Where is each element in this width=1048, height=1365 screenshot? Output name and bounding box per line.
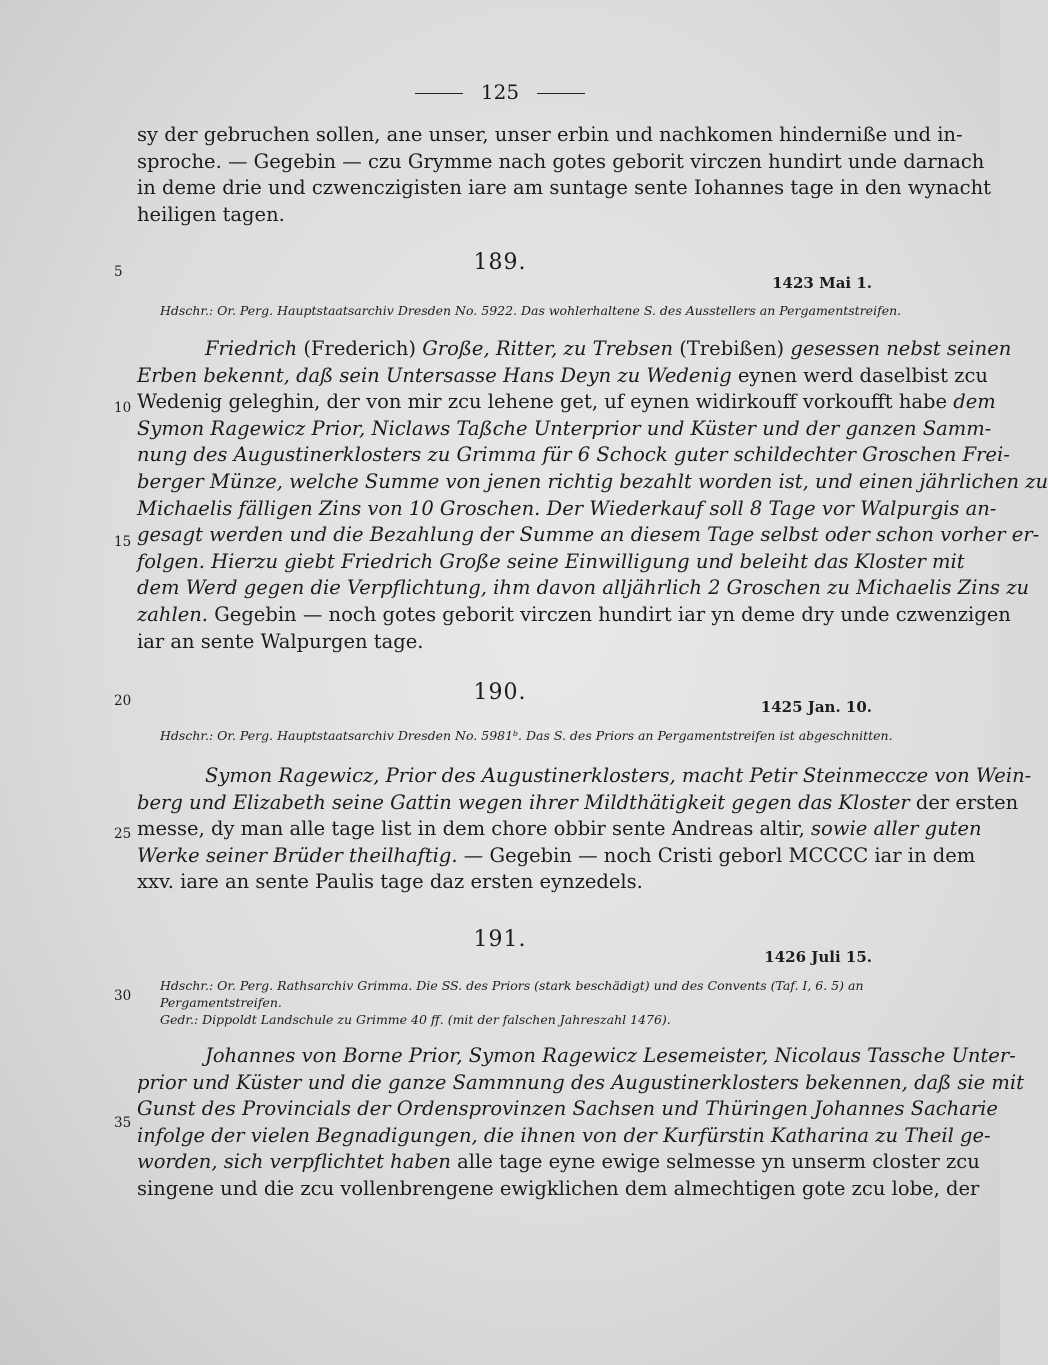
text-line: infolge der vielen Begnadigungen, die ihnen von der Kurfürstin Katharina zu Theil ge- bbox=[137, 1123, 991, 1147]
text-line: folgen. Hierzu giebt Friedrich Große seine Einwilligung und beleiht das Kloster mit bbox=[137, 549, 965, 573]
page-number: 125 bbox=[480, 80, 520, 104]
header-rule-right bbox=[537, 93, 585, 94]
margin-line-number: 25 bbox=[114, 826, 132, 842]
doc-191-date: 1426 Juli 15. bbox=[764, 948, 872, 966]
text-line: dem Werd gegen die Verpflichtung, ihm davon alljährlich 2 Groschen zu Michaelis Zins zu bbox=[137, 576, 1030, 600]
doc-191-regest bbox=[137, 1043, 1024, 1203]
margin-line-number: 5 bbox=[114, 264, 123, 280]
source-line: Pergamentstreifen. bbox=[160, 995, 282, 1010]
text-line: Johannes von Borne Prior, Symon Ragewicz Lesemeister, Nicolaus Tassche Unter- bbox=[205, 1044, 1016, 1067]
text-line: messe, dy man alle tage list in dem chore obbir sente Andreas altir, sowie aller guten bbox=[137, 817, 982, 841]
text-line: iar an sente Walpurgen tage. bbox=[137, 629, 424, 653]
text-line: heiligen tagen. bbox=[137, 202, 285, 226]
text-line: zahlen. Gegebin — noch gotes geborit virczen hundirt iar yn deme dry unde czwenzigen bbox=[137, 602, 1011, 626]
margin-line-number: 30 bbox=[114, 988, 132, 1004]
text-line: Symon Ragewicz Prior, Niclaws Taßche Unterprior und Küster und der ganzen Samm- bbox=[137, 416, 992, 440]
text-line: gesagt werden und die Bezahlung der Summe an diesem Tage selbst oder schon vorher er- bbox=[137, 523, 1040, 547]
text-line: Werke seiner Brüder theilhaftig. — Gegebin — noch Cristi geborl MCCCC iar in dem bbox=[137, 843, 976, 867]
doc-189-regest bbox=[137, 336, 1048, 655]
text-line: nung des Augustinerklosters zu Grimma für 6 Schock guter schildechter Groschen Frei- bbox=[137, 443, 1010, 467]
doc-189-source: Hdschr.: Or. Perg. Hauptstaatsarchiv Dresden No. 5922. Das wohlerhaltene S. des Ausstellers an Pergamentstreifen. bbox=[160, 303, 902, 318]
doc-190-date: 1425 Jan. 10. bbox=[760, 698, 872, 716]
text-line: singene und die zcu vollenbrengene ewigklichen dem almechtigen gote zcu lobe, der bbox=[137, 1176, 980, 1200]
doc-189-number: 189. bbox=[473, 250, 527, 275]
text-line: berger Münze, welche Summe von jenen richtig bezahlt worden ist, und einen jährlichen zu bbox=[137, 469, 1048, 493]
doc-191-source bbox=[160, 977, 878, 1028]
text-line: Gunst des Provincials der Ordensprovinzen Sachsen und Thüringen Johannes Sacharie bbox=[137, 1097, 998, 1121]
margin-line-number: 35 bbox=[114, 1115, 132, 1131]
margin-line-number: 15 bbox=[114, 534, 132, 550]
doc-190-number: 190. bbox=[473, 680, 527, 705]
margin-line-number: 20 bbox=[114, 693, 132, 709]
text-line: Erben bekennt, daß sein Untersasse Hans Deyn zu Wedenig eynen werd daselbist zcu bbox=[137, 363, 988, 387]
header-rule-left bbox=[415, 93, 463, 94]
text-line: sproche. — Gegebin — czu Grymme nach gotes geborit virczen hundirt unde darnach bbox=[137, 149, 985, 173]
text-line: Symon Ragewicz, Prior des Augustinerklosters, macht Petir Steinmeccze von Wein- bbox=[205, 764, 1032, 787]
page-header bbox=[0, 80, 1000, 104]
text-line: Wedenig geleghin, der von mir zcu lehene get, uf eynen widirkouff vorkoufft habe dem bbox=[137, 390, 996, 414]
text-line: in deme drie und czwenczigisten iare am suntage sente Iohannes tage in den wynacht bbox=[137, 176, 991, 200]
text-line: xxv. iare an sente Paulis tage daz ersten eynzedels. bbox=[137, 870, 643, 894]
doc-190-regest bbox=[137, 763, 1032, 896]
doc-190-source: Hdschr.: Or. Perg. Hauptstaatsarchiv Dresden No. 5981ᵇ. Das S. des Priors an Pergamentstreifen ist abgeschnitten. bbox=[160, 728, 893, 743]
source-line: Hdschr.: Or. Perg. Rathsarchiv Grimma. Die SS. des Priors (stark beschädigt) und des Convents (Taf. I, 6. 5) an bbox=[160, 978, 864, 993]
doc-189-date: 1423 Mai 1. bbox=[772, 274, 872, 292]
text-line: sy der gebruchen sollen, ane unser, unser erbin und nachkomen hinderniße und in- bbox=[137, 123, 963, 146]
continuation-paragraph bbox=[137, 122, 991, 228]
source-line: Gedr.: Dippoldt Landschule zu Grimme 40 ff. (mit der falschen Jahreszahl 1476). bbox=[160, 1012, 671, 1027]
doc-191-number: 191. bbox=[473, 927, 527, 952]
text-line: worden, sich verpflichtet haben alle tage eyne ewige selmesse yn unserm closter zcu bbox=[137, 1150, 980, 1174]
text-line: prior und Küster und die ganze Sammnung des Augustinerklosters bekennen, daß sie mit bbox=[137, 1070, 1024, 1094]
text-line: Michaelis fälligen Zins von 10 Groschen. Der Wiederkauf soll 8 Tage vor Walpurgis an- bbox=[137, 496, 997, 520]
text-line: Friedrich (Frederich) Große, Ritter, zu Trebsen (Trebißen) gesessen nebst seinen bbox=[205, 337, 1012, 360]
text-line: berg und Elizabeth seine Gattin wegen ihrer Mildthätigkeit gegen das Kloster der ersten bbox=[137, 790, 1019, 814]
margin-line-number: 10 bbox=[114, 400, 132, 416]
